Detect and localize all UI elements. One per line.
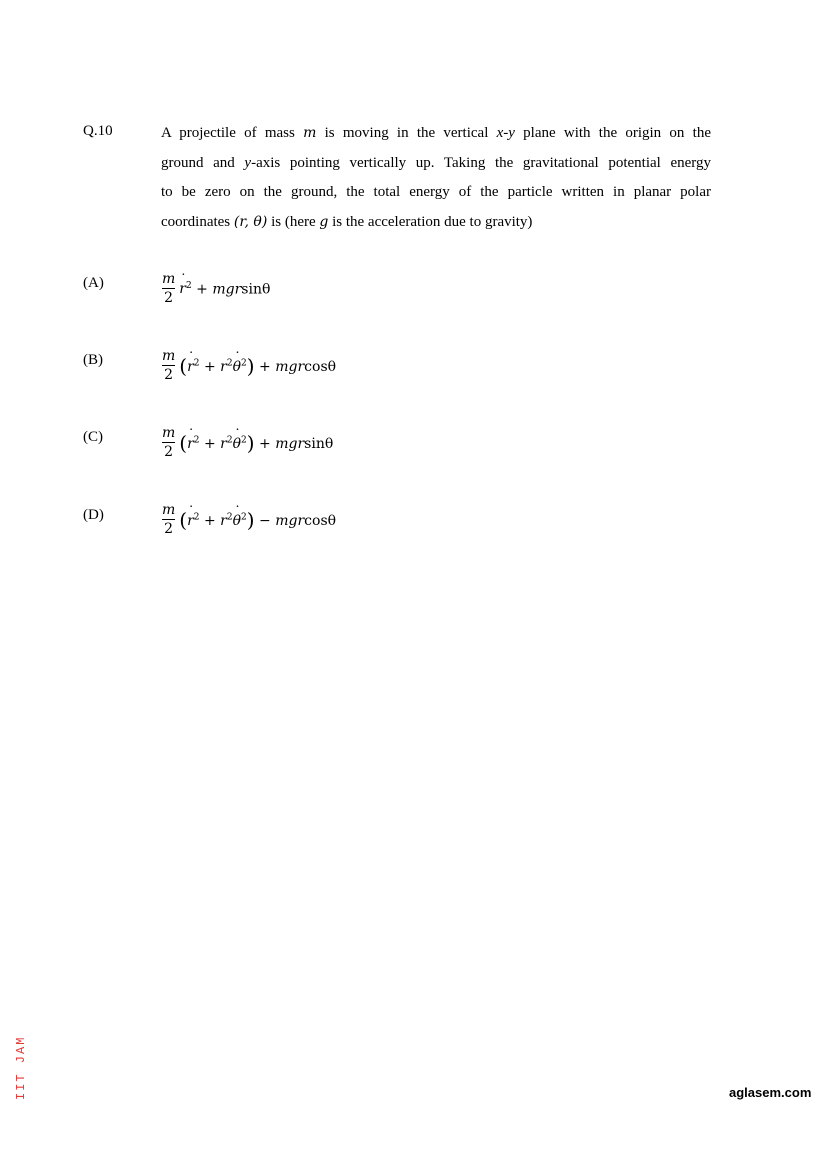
option-a-fraction: $\frac{m}{2}$: [162, 271, 176, 306]
question-number: Q.10: [83, 123, 113, 139]
option-a-label[interactable]: (A): [83, 275, 104, 291]
option-b-fraction: $\frac{m}{2}$: [162, 348, 176, 383]
question-text: [161, 119, 711, 237]
option-c-expression[interactable]: $\frac{m}{2}$ (r ˙$^2$ + $r^2\theta$ ˙$^2$) + mgrsinθ: [161, 425, 333, 461]
exam-side-label: IIT JAM: [14, 1035, 28, 1100]
question-line-3: to be zero on the ground, the total energy of the particle written in planar polar: [161, 184, 711, 200]
option-b-expression[interactable]: $\frac{m}{2}$ (r ˙$^2$ + $r^2\theta$ ˙$^2$) + mgrcosθ: [161, 348, 336, 384]
site-watermark: aglasem.com: [729, 1085, 812, 1100]
question-line-1: A projectile of mass m is moving in the vertical x-y plane with the origin on the: [161, 125, 711, 141]
question-line-2: ground and y-axis pointing vertically up. Taking the gravitational potential energy: [161, 154, 712, 171]
option-d-expression[interactable]: $\frac{m}{2}$ (r ˙$^2$ + $r^2\theta$ ˙$^2$) − mgrcosθ: [161, 502, 336, 538]
option-d-fraction: $\frac{m}{2}$: [162, 502, 176, 537]
option-d-label[interactable]: (D): [83, 507, 104, 523]
option-c-fraction: $\frac{m}{2}$: [162, 425, 176, 460]
option-c-label[interactable]: (C): [83, 429, 103, 445]
option-b-label[interactable]: (B): [83, 352, 103, 368]
question-line-4: coordinates (r, θ) is (here g is the acceleration due to gravity): [161, 213, 533, 230]
option-a-expression[interactable]: $\frac{m}{2}$ r ˙$^2$ + mgrsinθ: [161, 271, 270, 307]
